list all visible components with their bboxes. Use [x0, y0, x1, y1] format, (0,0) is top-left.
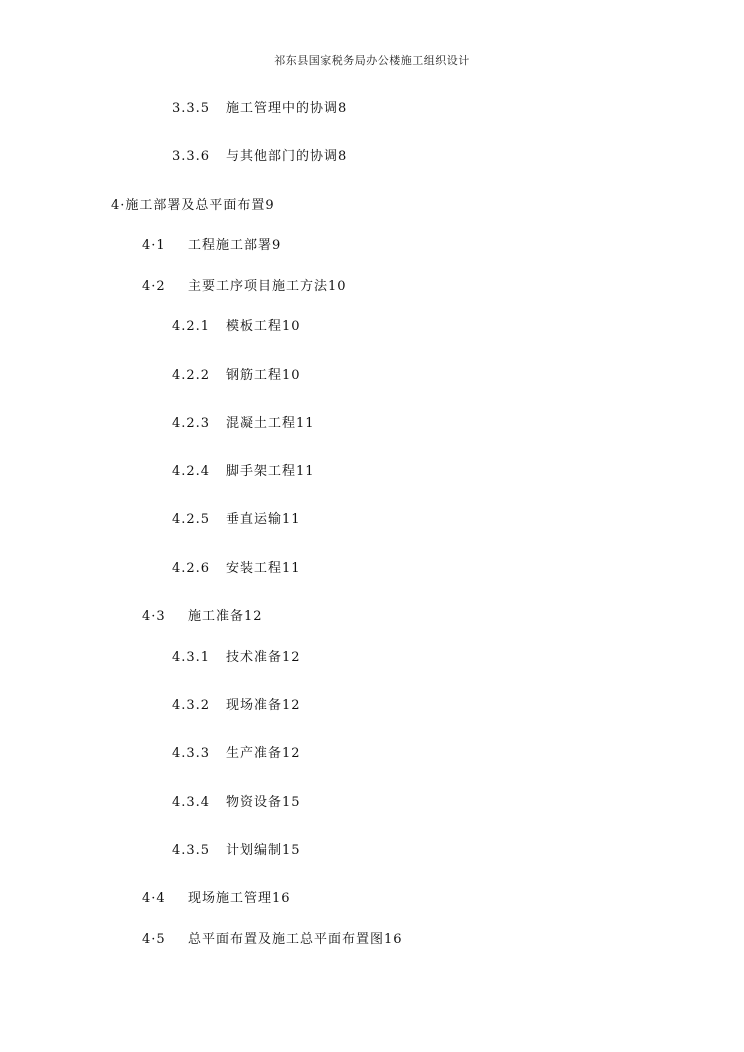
toc-entry-page: 9	[272, 238, 282, 253]
toc-entry-page: 15	[282, 843, 301, 858]
toc-entry-title: 模板工程	[226, 319, 283, 334]
toc-entry[interactable]	[111, 198, 275, 214]
toc-entry-title: 安装工程	[226, 561, 283, 576]
toc-entry-number: 4·2	[142, 279, 166, 294]
toc-entry-number: 4.2.1	[172, 319, 211, 334]
toc-entry-number: 4.3.1	[172, 650, 211, 665]
toc-entry-number: 4.3.5	[172, 843, 211, 858]
toc-entry-title: 施工准备	[188, 609, 245, 624]
toc-entry-title: 脚手架工程	[226, 464, 297, 479]
toc-entry[interactable]	[172, 368, 301, 384]
toc-entry[interactable]	[172, 795, 301, 811]
page-header: 祁东县国家税务局办公楼施工组织设计	[274, 54, 470, 67]
toc-entry[interactable]	[172, 698, 301, 714]
toc-entry-page: 10	[282, 368, 301, 383]
toc-entry-number: 4.3.3	[172, 746, 211, 761]
toc-entry[interactable]	[142, 279, 347, 295]
toc-entry-page: 15	[282, 795, 301, 810]
toc-entry-page: 11	[296, 464, 315, 479]
toc-entry[interactable]	[142, 891, 291, 907]
toc-entry-number: 4.3.4	[172, 795, 211, 810]
toc-entry-page: 11	[296, 416, 315, 431]
toc-entry-title: 技术准备	[226, 650, 283, 665]
toc-entry-number: 4·3	[142, 609, 166, 624]
toc-entry-title: 施工管理中的协调	[226, 101, 339, 116]
toc-entry[interactable]	[142, 932, 403, 948]
toc-entry-page: 16	[272, 891, 291, 906]
toc-entry-title: 垂直运输	[226, 512, 283, 527]
toc-entry[interactable]	[172, 746, 301, 762]
toc-entry-title: 总平面布置及施工总平面布置图	[188, 932, 385, 947]
toc-entry-title: 工程施工部署	[188, 238, 273, 253]
toc-entry-page: 12	[244, 609, 263, 624]
toc-entry[interactable]	[172, 561, 301, 577]
toc-entry[interactable]	[172, 149, 347, 165]
toc-entry-title: 现场准备	[226, 698, 283, 713]
toc-entry-title: 主要工序项目施工方法	[188, 279, 329, 294]
toc-entry-number: 4·1	[142, 238, 166, 253]
toc-entry-page: 12	[282, 746, 301, 761]
toc-entry-number: 4.2.3	[172, 416, 211, 431]
toc-entry-page: 12	[282, 698, 301, 713]
toc-entry-title: 钢筋工程	[226, 368, 283, 383]
toc-entry-page: 16	[384, 932, 403, 947]
toc-entry-number: 4·	[111, 198, 126, 213]
toc-entry[interactable]	[172, 843, 301, 859]
toc-entry-page: 8	[338, 149, 348, 164]
toc-entry-page: 9	[265, 198, 275, 213]
toc-entry-number: 4·5	[142, 932, 166, 947]
toc-entry-title: 计划编制	[226, 843, 283, 858]
toc-entry-number: 3.3.5	[172, 101, 211, 116]
toc-entry-title: 与其他部门的协调	[226, 149, 339, 164]
toc-entry-title: 现场施工管理	[188, 891, 273, 906]
toc-entry[interactable]	[172, 512, 301, 528]
toc-entry-number: 4.3.2	[172, 698, 211, 713]
toc-entry-page: 10	[328, 279, 347, 294]
toc-entry-page: 10	[282, 319, 301, 334]
toc-entry-number: 4.2.2	[172, 368, 211, 383]
toc-entry[interactable]	[172, 416, 315, 432]
toc-entry[interactable]	[172, 464, 315, 480]
toc-entry-number: 4.2.6	[172, 561, 211, 576]
toc-entry-title: 物资设备	[226, 795, 283, 810]
toc-entry-number: 4.2.5	[172, 512, 211, 527]
toc-entry-page: 8	[338, 101, 348, 116]
toc-entry-title: 施工部署及总平面布置	[125, 198, 266, 213]
toc-entry-title: 生产准备	[226, 746, 283, 761]
toc-entry-number: 4·4	[142, 891, 166, 906]
toc-entry-number: 4.2.4	[172, 464, 211, 479]
toc-entry-title: 混凝土工程	[226, 416, 297, 431]
toc-entry-page: 12	[282, 650, 301, 665]
toc-entry-page: 11	[282, 512, 301, 527]
toc-entry-page: 11	[282, 561, 301, 576]
toc-entry-number: 3.3.6	[172, 149, 211, 164]
toc-entry[interactable]	[172, 650, 301, 666]
toc-entry[interactable]	[172, 101, 347, 117]
toc-entry[interactable]	[172, 319, 301, 335]
toc-entry[interactable]	[142, 609, 263, 625]
toc-entry[interactable]	[142, 238, 281, 254]
